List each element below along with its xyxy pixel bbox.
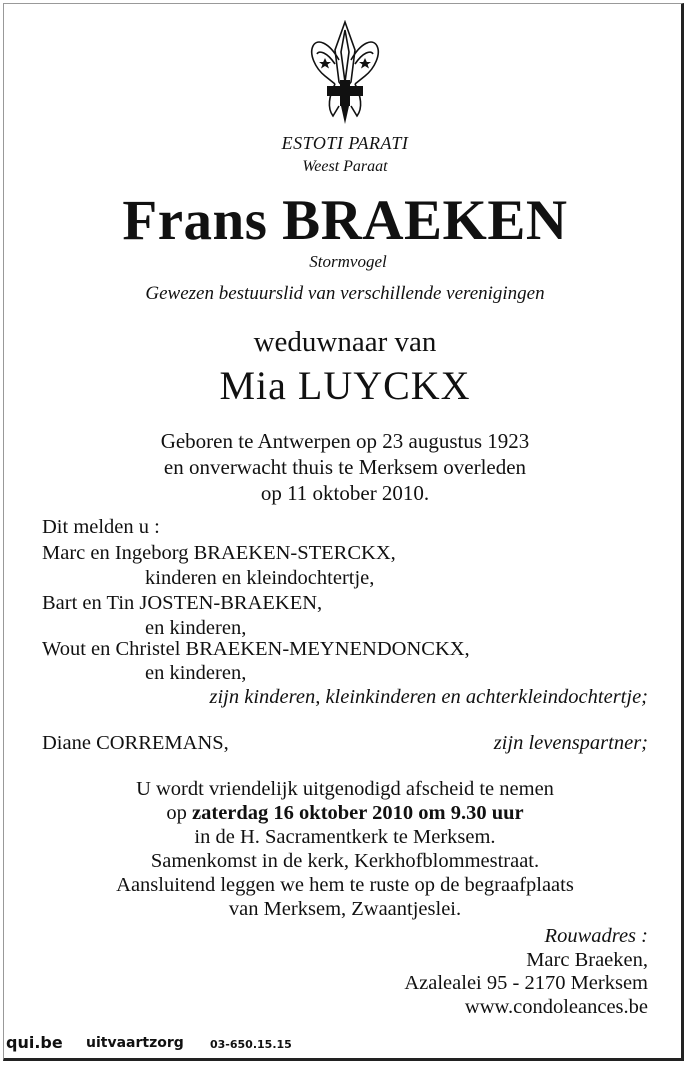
life-dates bbox=[0, 428, 690, 506]
deceased-nickname: Stormvogel bbox=[309, 252, 387, 271]
family-line-2: kinderen en kleindochtertje, bbox=[145, 567, 375, 589]
death-date-line: op 11 oktober 2010. bbox=[260, 481, 430, 505]
scout-fleur-de-lis-icon bbox=[305, 20, 385, 128]
partner-role: zijn levenspartner; bbox=[493, 732, 648, 754]
invitation-line-2 bbox=[0, 801, 690, 825]
family-line-1: Marc en Ingeborg BRAEKEN-STERCKX, bbox=[42, 542, 396, 564]
family-intro: Dit melden u : bbox=[42, 516, 160, 538]
contact-name: Marc Braeken, bbox=[526, 949, 648, 971]
deceased-name: Frans BRAEKEN bbox=[122, 189, 568, 252]
invitation-block bbox=[0, 777, 690, 921]
invitation-line-4: Samenkomst in de kerk, Kerkhofblommestraat. bbox=[150, 850, 540, 872]
family-line-5: Wout en Christel BRAEKEN-MEYNENDONCKX, bbox=[42, 638, 470, 660]
funeral-date: zaterdag 16 oktober 2010 om 9.30 uur bbox=[192, 802, 524, 824]
family-line-4: en kinderen, bbox=[145, 617, 247, 639]
invitation-line-1: U wordt vriendelijk uitgenodigd afscheid te nemen bbox=[136, 778, 554, 800]
contact-label: Rouwadres : bbox=[544, 925, 648, 947]
scout-motto-translation: Weest Paraat bbox=[302, 158, 388, 175]
family-line-3: Bart en Tin JOSTEN-BRAEKEN, bbox=[42, 592, 323, 614]
partner-name: Diane CORREMANS, bbox=[42, 732, 229, 754]
spouse-name: Mia LUYCKX bbox=[219, 363, 471, 408]
invitation-date-prefix: op bbox=[166, 802, 187, 824]
invitation-line-3: in de H. Sacramentkerk te Merksem. bbox=[194, 826, 496, 848]
footer-phone: 03-650.15.15 bbox=[210, 1038, 292, 1051]
contact-address: Azalealei 95 - 2170 Merksem bbox=[404, 972, 648, 994]
deceased-description: Gewezen bestuurslid van verschillende verenigingen bbox=[145, 283, 545, 304]
footer-brand[interactable]: qui.be bbox=[6, 1033, 63, 1052]
family-summary: zijn kinderen, kleinkinderen en achterkleindochtertje; bbox=[209, 686, 648, 708]
relation-label: weduwnaar van bbox=[253, 326, 437, 358]
family-line-6: en kinderen, bbox=[145, 662, 247, 684]
invitation-line-6: van Merksem, Zwaantjeslei. bbox=[228, 898, 462, 920]
death-line: en onverwacht thuis te Merksem overleden bbox=[163, 455, 527, 479]
scout-motto: ESTOTI PARATI bbox=[281, 133, 409, 153]
footer-service: uitvaartzorg bbox=[86, 1035, 184, 1051]
birth-line: Geboren te Antwerpen op 23 augustus 1923 bbox=[160, 429, 530, 453]
invitation-line-5: Aansluitend leggen we hem te ruste op de begraafplaats bbox=[116, 874, 574, 896]
contact-website[interactable]: www.condoleances.be bbox=[464, 996, 648, 1018]
